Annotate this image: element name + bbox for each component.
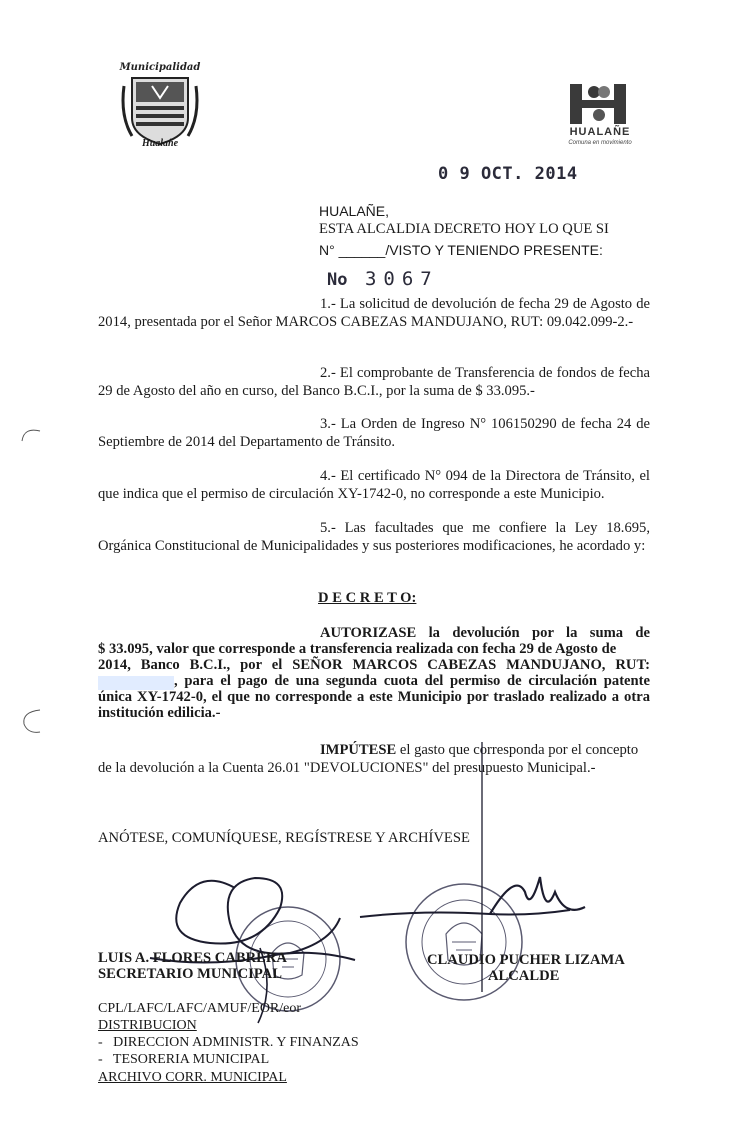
punch-hole-mark	[20, 708, 42, 736]
imputese-line-2: de la devolución a la Cuenta 26.01 "DEVOLUCIONES" del presupuesto Municipal.-	[98, 760, 596, 776]
autorizase-line-5: única XY-1742-0, el que no corresponde a este Municipio por traslado realizado a otra	[98, 689, 650, 705]
signatory-right-name: CLAUDIO PUCHER LIZAMA	[427, 952, 625, 968]
distribution-item: - DIRECCION ADMINISTR. Y FINANZAS	[98, 1035, 359, 1050]
decree-number-prefix: No	[327, 270, 348, 290]
date-stamp: 0 9 OCT. 2014	[438, 164, 578, 184]
rut-redaction	[98, 676, 174, 690]
hualane-brand-logo	[564, 82, 636, 154]
decreto-heading: D E C R E T O:	[318, 590, 417, 606]
signatory-right-title: ALCALDE	[488, 968, 560, 984]
imputese-first-line: IMPÚTESE el gasto que corresponda por el concepto	[320, 742, 639, 758]
paragraph-1: 1.- La solicitud de devolución de fecha 29 de Agosto de 2014, presentada por el Señor MARCOS CABEZAS MANDUJANO, RUT: 09.042.099-2.-	[98, 296, 650, 330]
autorizase-line-2: $ 33.095, valor que corresponde a transferencia realizada con fecha 29 de Agosto de	[98, 641, 617, 657]
archive-line: ARCHIVO CORR. MUNICIPAL	[98, 1070, 287, 1085]
intro-line-visto: N° ______/VISTO Y TENIENDO PRESENTE:	[319, 242, 603, 258]
paragraph-2: 2.- El comprobante de Transferencia de fondos de fecha 29 de Agosto del año en curso, del Banco B.C.I., por la suma de $ 33.095.-	[98, 365, 650, 399]
crest-caption: Hualañe	[141, 138, 179, 149]
logo-name: HUALAÑE	[569, 126, 631, 138]
intro-line-decree: ESTA ALCALDIA DECRETO HOY LO QUE SI	[319, 221, 609, 237]
punch-hole-mark	[20, 425, 42, 443]
svg-text:Municipalidad: Municipalidad	[119, 62, 201, 73]
paragraph-5: 5.- Las facultades que me confiere la Ley 18.695, Orgánica Constitucional de Municipalidades y sus posteriores modificaciones, he acordado y:	[98, 520, 650, 554]
decree-number-value: 3067	[364, 268, 439, 290]
distribution-title: DISTRIBUCION	[98, 1018, 197, 1033]
paragraph-4: 4.- El certificado N° 094 de la Directora de Tránsito, el que indica que el permiso de circulación XY-1742-0, no corresponde a este Municipio.	[98, 468, 650, 502]
decree-number	[327, 268, 439, 290]
distribution-item: - TESORERIA MUNICIPAL	[98, 1052, 270, 1067]
logo-tagline: Comuna en movimiento	[568, 140, 632, 146]
signatory-left-title: SECRETARIO MUNICIPAL	[98, 966, 282, 982]
autorizase-lead: AUTORIZASE la devolución por la suma de	[320, 625, 650, 641]
autorizase-line-4: , para el pago de una segunda cuota del permiso de circulación patente	[174, 673, 650, 689]
closing-formula: ANÓTESE, COMUNÍQUESE, REGÍSTRESE Y ARCHÍVESE	[98, 830, 470, 846]
signatory-left-name: LUIS A. FLORES CABRERA	[98, 950, 287, 966]
autorizase-line-3: 2014, Banco B.C.I., por el SEÑOR MARCOS CABEZAS MANDUJANO, RUT:	[98, 657, 650, 673]
autorizase-line-6: institución edilicia.-	[98, 705, 221, 721]
intro-city: HUALAÑE,	[319, 203, 390, 219]
paragraph-3: 3.- La Orden de Ingreso N° 106150290 de fecha 24 de Septiembre de 2014 del Departamento de Tránsito.	[98, 416, 650, 450]
municipal-crest-logo	[112, 56, 208, 152]
footer-initials: CPL/LAFC/LAFC/AMUF/EOR/eor	[98, 1001, 302, 1016]
